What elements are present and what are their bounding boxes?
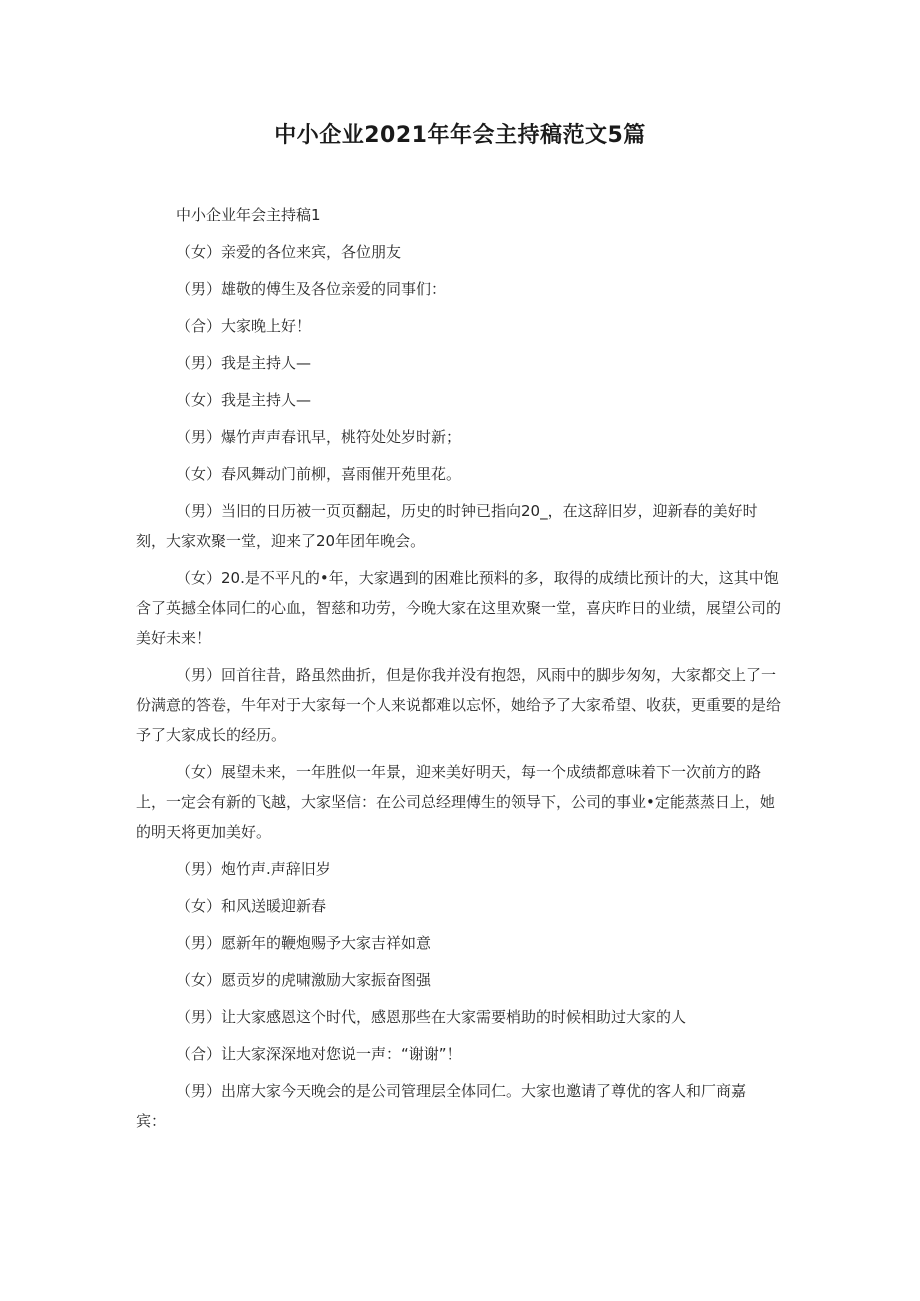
paragraph: （女）展望未来，一年胜似一年景，迎来美好明天，每一个成绩都意味着下一次前方的路上，一定会有新的飞越，大家坚信：在公司总经理傅生的领导下，公司的事业•定能蒸蒸日上，她的明天将更加美好。 bbox=[136, 763, 775, 841]
paragraph: （男）当旧的日历被一页页翻起，历史的时钟已指向20_，在这辞旧岁，迎新春的美好时刻，大家欢聚一堂，迎来了20年团年晚会。 bbox=[136, 502, 758, 550]
section-heading: 中小企业年会主持稿1 bbox=[176, 206, 321, 224]
document-body bbox=[136, 200, 784, 1136]
paragraph: （合）让大家深深地对您说一声：“谢谢”！ bbox=[176, 1045, 462, 1063]
paragraph: （男）回首往昔，路虽然曲折，但是你我并没有抱怨，风雨中的脚步匆匆，大家都交上了一份满意的答卷，牛年对于大家每一个人来说都难以忘怀，她给予了大家希望、收获，更重要的是给予了大家成长的经历。 bbox=[136, 666, 782, 744]
document-title: 中小企业2021年年会主持稿范文5篇 bbox=[274, 123, 646, 148]
paragraph: （合）大家晚上好！ bbox=[176, 317, 312, 335]
paragraph: （男）愿新年的鞭炮赐予大家吉祥如意 bbox=[176, 934, 432, 952]
paragraph: （女）20.是不平凡的•年，大家遇到的困难比预料的多，取得的成绩比预计的大，这其中饱含了英撼全体同仁的心血，智慈和功劳，今晚大家在这里欢聚一堂，喜庆昨日的业绩，展望公司的美好未来！ bbox=[136, 569, 782, 647]
paragraph: （女）春风舞动门前柳，喜雨催开苑里花。 bbox=[176, 465, 462, 483]
paragraph: （男）出席大家今天晚会的是公司管理层全体同仁。大家也邀请了尊优的客人和厂商嘉宾： bbox=[136, 1082, 747, 1130]
paragraph: （男）爆竹声声春讯早，桃符处处岁时新； bbox=[176, 428, 462, 446]
paragraph: （男）我是主持人— bbox=[176, 354, 312, 372]
paragraph: （男）让大家感恩这个时代，感恩那些在大家需要梢助的时候相助过大家的人 bbox=[176, 1008, 687, 1026]
paragraph: （女）亲爱的各位来宾，各位朋友 bbox=[176, 243, 402, 261]
paragraph: （女）我是主持人— bbox=[176, 391, 312, 409]
paragraph: （男）雄敬的傅生及各位亲爱的同事们： bbox=[176, 280, 447, 298]
paragraph: （男）炮竹声.声辞旧岁 bbox=[176, 860, 331, 878]
paragraph: （女）愿贡岁的虎啸激励大家振奋图强 bbox=[176, 971, 432, 989]
paragraph: （女）和风送暖迎新春 bbox=[176, 897, 327, 915]
